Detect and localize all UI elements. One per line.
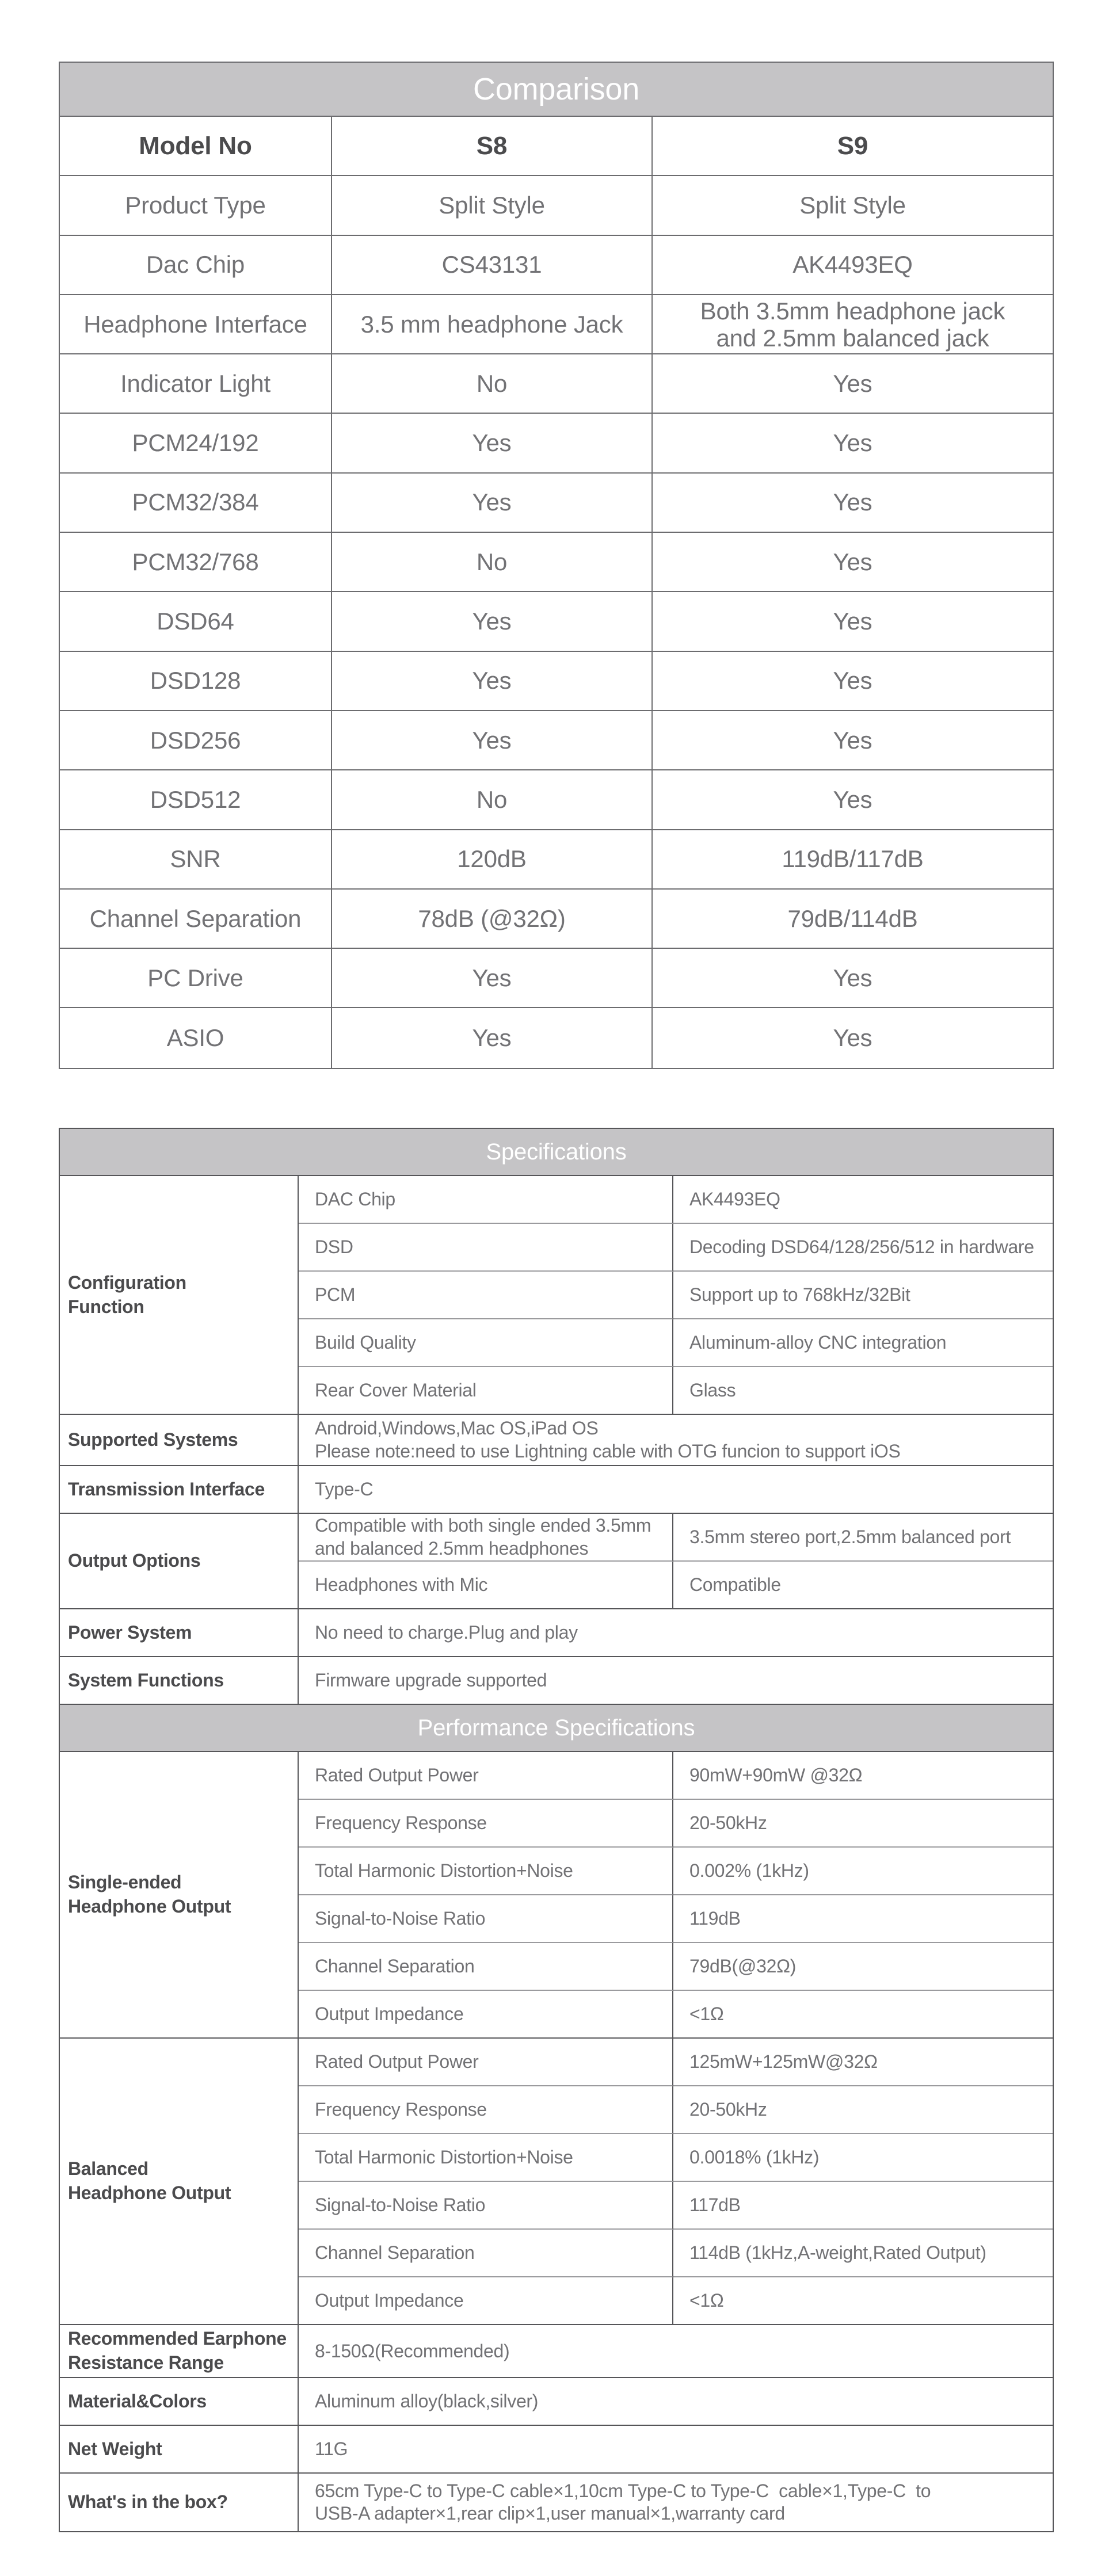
spec-item-value: Glass bbox=[673, 1367, 1053, 1415]
text-line: Single-ended bbox=[68, 1872, 182, 1893]
comparison-value-s8: Yes bbox=[332, 414, 653, 473]
comparison-row-label: DSD512 bbox=[60, 770, 332, 830]
comparison-row-label: Product Type bbox=[60, 176, 332, 235]
spec-item-name: Aluminum alloy(black,silver) bbox=[299, 2378, 1053, 2426]
text-line: Function bbox=[68, 1296, 144, 1317]
text-line: Configuration bbox=[68, 1272, 186, 1293]
text-line: and balanced 2.5mm headphones bbox=[315, 1537, 589, 1559]
spec-item-name: Headphones with Mic bbox=[299, 1562, 673, 1609]
comparison-value-s9: Split Style bbox=[653, 176, 1053, 235]
spec-item-name: PCM bbox=[299, 1272, 673, 1319]
comparison-value-s9: Yes bbox=[833, 1024, 872, 1052]
comparison-value-s9: Yes bbox=[653, 414, 1053, 473]
spec-item-name: Frequency Response bbox=[299, 2086, 673, 2134]
text-line: Balanced bbox=[68, 2158, 148, 2180]
text-line: Both 3.5mm headphone jack bbox=[700, 297, 1005, 325]
text-line: and 2.5mm balanced jack bbox=[716, 324, 989, 352]
spec-group-label: Material&Colors bbox=[60, 2378, 299, 2426]
section-header: Performance Specifications bbox=[60, 1705, 1053, 1752]
spec-item-value: AK4493EQ bbox=[673, 1176, 1053, 1224]
comparison-value-s9: Yes bbox=[653, 652, 1053, 711]
comparison-value-s8: Yes bbox=[332, 652, 653, 711]
comparison-value-s8: Split Style bbox=[332, 176, 653, 235]
spec-item-name: Output Impedance bbox=[299, 2277, 673, 2325]
spec-group-label: Supported Systems bbox=[60, 1415, 299, 1466]
spec-item-name: Firmware upgrade supported bbox=[299, 1657, 1053, 1705]
comparison-value-s8: 3.5 mm headphone Jack bbox=[332, 295, 653, 354]
spec-group-label: Power System bbox=[60, 1609, 299, 1657]
spec-item-value: 20-50kHz bbox=[673, 1800, 1053, 1848]
comparison-value-s8: Yes bbox=[332, 1008, 653, 1067]
comparison-value-s9: Yes bbox=[653, 949, 1053, 1008]
spec-item-value: 90mW+90mW @32Ω bbox=[673, 1752, 1053, 1800]
spec-item-name: 11G bbox=[299, 2426, 1053, 2474]
text-line: Please note:need to use Lightning cable with OTG funcion to support iOS bbox=[315, 1440, 901, 1461]
spec-item-name: Channel Separation bbox=[299, 2230, 673, 2277]
spec-group-label bbox=[60, 2325, 299, 2378]
specifications-table bbox=[59, 1128, 1054, 2532]
comparison-table bbox=[59, 62, 1054, 1069]
comparison-row-label: Headphone Interface bbox=[60, 295, 332, 354]
section-header: Specifications bbox=[60, 1129, 1053, 1176]
comparison-column-header-model: Model No bbox=[60, 117, 332, 176]
spec-item-name: Channel Separation bbox=[299, 1943, 673, 1991]
comparison-row-label: SNR bbox=[60, 830, 332, 890]
text-line: Android,Windows,Mac OS,iPad OS bbox=[315, 1418, 599, 1439]
spec-item-value: 79dB(@32Ω) bbox=[673, 1943, 1053, 1991]
comparison-row-label: ASIO bbox=[60, 1008, 332, 1067]
spec-item-name: No need to charge.Plug and play bbox=[299, 1609, 1053, 1657]
comparison-value-s9: Yes bbox=[653, 533, 1053, 592]
text-line: USB-A adapter×1,rear clip×1,user manual×1,warranty card bbox=[315, 2503, 785, 2524]
comparison-value-s9: Yes bbox=[653, 474, 1053, 533]
spec-group-label: Net Weight bbox=[60, 2426, 299, 2474]
comparison-value-s8: No bbox=[332, 354, 653, 414]
comparison-row-label: DSD128 bbox=[60, 652, 332, 711]
spec-group-label: System Functions bbox=[60, 1657, 299, 1705]
comparison-value-s8: No bbox=[332, 533, 653, 592]
comparison-row-label: DSD64 bbox=[60, 592, 332, 651]
spec-item-name: Rated Output Power bbox=[299, 2039, 673, 2086]
spec-group-label: Output Options bbox=[60, 1514, 299, 1609]
comparison-column-header-s9: S9 bbox=[653, 117, 1053, 176]
spec-group-label: What's in the box? bbox=[60, 2474, 299, 2531]
comparison-value-s9: Yes bbox=[653, 711, 1053, 770]
comparison-value-s8: Yes bbox=[332, 949, 653, 1008]
spec-item-name: DAC Chip bbox=[299, 1176, 673, 1224]
comparison-row-label: Indicator Light bbox=[60, 354, 332, 414]
comparison-row-label: PCM32/384 bbox=[60, 474, 332, 533]
spec-item-name: Signal-to-Noise Ratio bbox=[299, 2182, 673, 2230]
spec-item-value: Compatible bbox=[673, 1562, 1053, 1609]
spec-group-label bbox=[60, 1176, 299, 1415]
spec-item-value: Decoding DSD64/128/256/512 in hardware bbox=[673, 1224, 1053, 1272]
spec-item-value: <1Ω bbox=[673, 2277, 1053, 2325]
spec-group-label bbox=[60, 1752, 299, 2039]
spec-item-value: Aluminum-alloy CNC integration bbox=[673, 1319, 1053, 1367]
comparison-row-label: DSD256 bbox=[60, 711, 332, 770]
spec-item-value: <1Ω bbox=[673, 1991, 1053, 2039]
spec-item-value: 125mW+125mW@32Ω bbox=[673, 2039, 1053, 2086]
spec-item-name: Frequency Response bbox=[299, 1800, 673, 1848]
comparison-value-s9: Yes bbox=[653, 354, 1053, 414]
comparison-row-label: Dac Chip bbox=[60, 236, 332, 295]
spec-item-name: Rated Output Power bbox=[299, 1752, 673, 1800]
spec-item-name: Total Harmonic Distortion+Noise bbox=[299, 1848, 673, 1895]
text-line: Resistance Range bbox=[68, 2352, 224, 2373]
comparison-column-header-s8: S8 bbox=[332, 117, 653, 176]
spec-item-name bbox=[299, 1415, 1053, 1466]
spec-item-name: DSD bbox=[299, 1224, 673, 1272]
spec-item-value: Support up to 768kHz/32Bit bbox=[673, 1272, 1053, 1319]
comparison-value-s8: Yes bbox=[332, 474, 653, 533]
comparison-value-s8: No bbox=[332, 770, 653, 830]
spec-item-name: Type-C bbox=[299, 1466, 1053, 1514]
text-line: Headphone Output bbox=[68, 2182, 231, 2203]
comparison-row-label: PC Drive bbox=[60, 949, 332, 1008]
comparison-value-s9: AK4493EQ bbox=[653, 236, 1053, 295]
spec-item-value: 119dB bbox=[673, 1895, 1053, 1943]
comparison-value-s9: 119dB/117dB bbox=[653, 830, 1053, 890]
comparison-value-s8: Yes bbox=[332, 711, 653, 770]
comparison-value-s9 bbox=[653, 295, 1053, 354]
comparison-title: Comparison bbox=[60, 63, 1053, 117]
comparison-row-label: Channel Separation bbox=[60, 890, 332, 949]
spec-group-label: Transmission Interface bbox=[60, 1466, 299, 1514]
spec-item-value: 3.5mm stereo port,2.5mm balanced port bbox=[673, 1514, 1053, 1562]
comparison-value-s8: CS43131 bbox=[332, 236, 653, 295]
spec-item-name: Output Impedance bbox=[299, 1991, 673, 2039]
spec-item-value: 117dB bbox=[673, 2182, 1053, 2230]
text-line: 65cm Type-C to Type-C cable×1,10cm Type-C to Type-C cable×1,Type-C to bbox=[315, 2480, 931, 2501]
comparison-value-s9: Yes bbox=[653, 592, 1053, 651]
spec-item-value: 0.002% (1kHz) bbox=[673, 1848, 1053, 1895]
comparison-value-s8: 120dB bbox=[332, 830, 653, 890]
spec-item-name: Signal-to-Noise Ratio bbox=[299, 1895, 673, 1943]
comparison-value-s8: 78dB (@32Ω) bbox=[332, 890, 653, 949]
spec-item-name bbox=[299, 2474, 1053, 2531]
comparison-value-s8: Yes bbox=[332, 592, 653, 651]
spec-item-name: Total Harmonic Distortion+Noise bbox=[299, 2134, 673, 2182]
spec-item-name: Build Quality bbox=[299, 1319, 673, 1367]
comparison-value-s9: 79dB/114dB bbox=[653, 890, 1053, 949]
text-line: Compatible with both single ended 3.5mm bbox=[315, 1515, 651, 1536]
text-line: Headphone Output bbox=[68, 1896, 231, 1917]
comparison-row-label: PCM32/768 bbox=[60, 533, 332, 592]
comparison-row-label: PCM24/192 bbox=[60, 414, 332, 473]
spec-item-name: Rear Cover Material bbox=[299, 1367, 673, 1415]
comparison-value-s9: Yes bbox=[653, 770, 1053, 830]
spec-item-value: 20-50kHz bbox=[673, 2086, 1053, 2134]
spec-item-name bbox=[299, 1514, 673, 1562]
text-line: Recommended Earphone bbox=[68, 2328, 287, 2349]
spec-group-label bbox=[60, 2039, 299, 2325]
spec-item-value: 114dB (1kHz,A-weight,Rated Output) bbox=[673, 2230, 1053, 2277]
spec-item-name: 8-150Ω(Recommended) bbox=[299, 2325, 1053, 2378]
spec-item-value: 0.0018% (1kHz) bbox=[673, 2134, 1053, 2182]
